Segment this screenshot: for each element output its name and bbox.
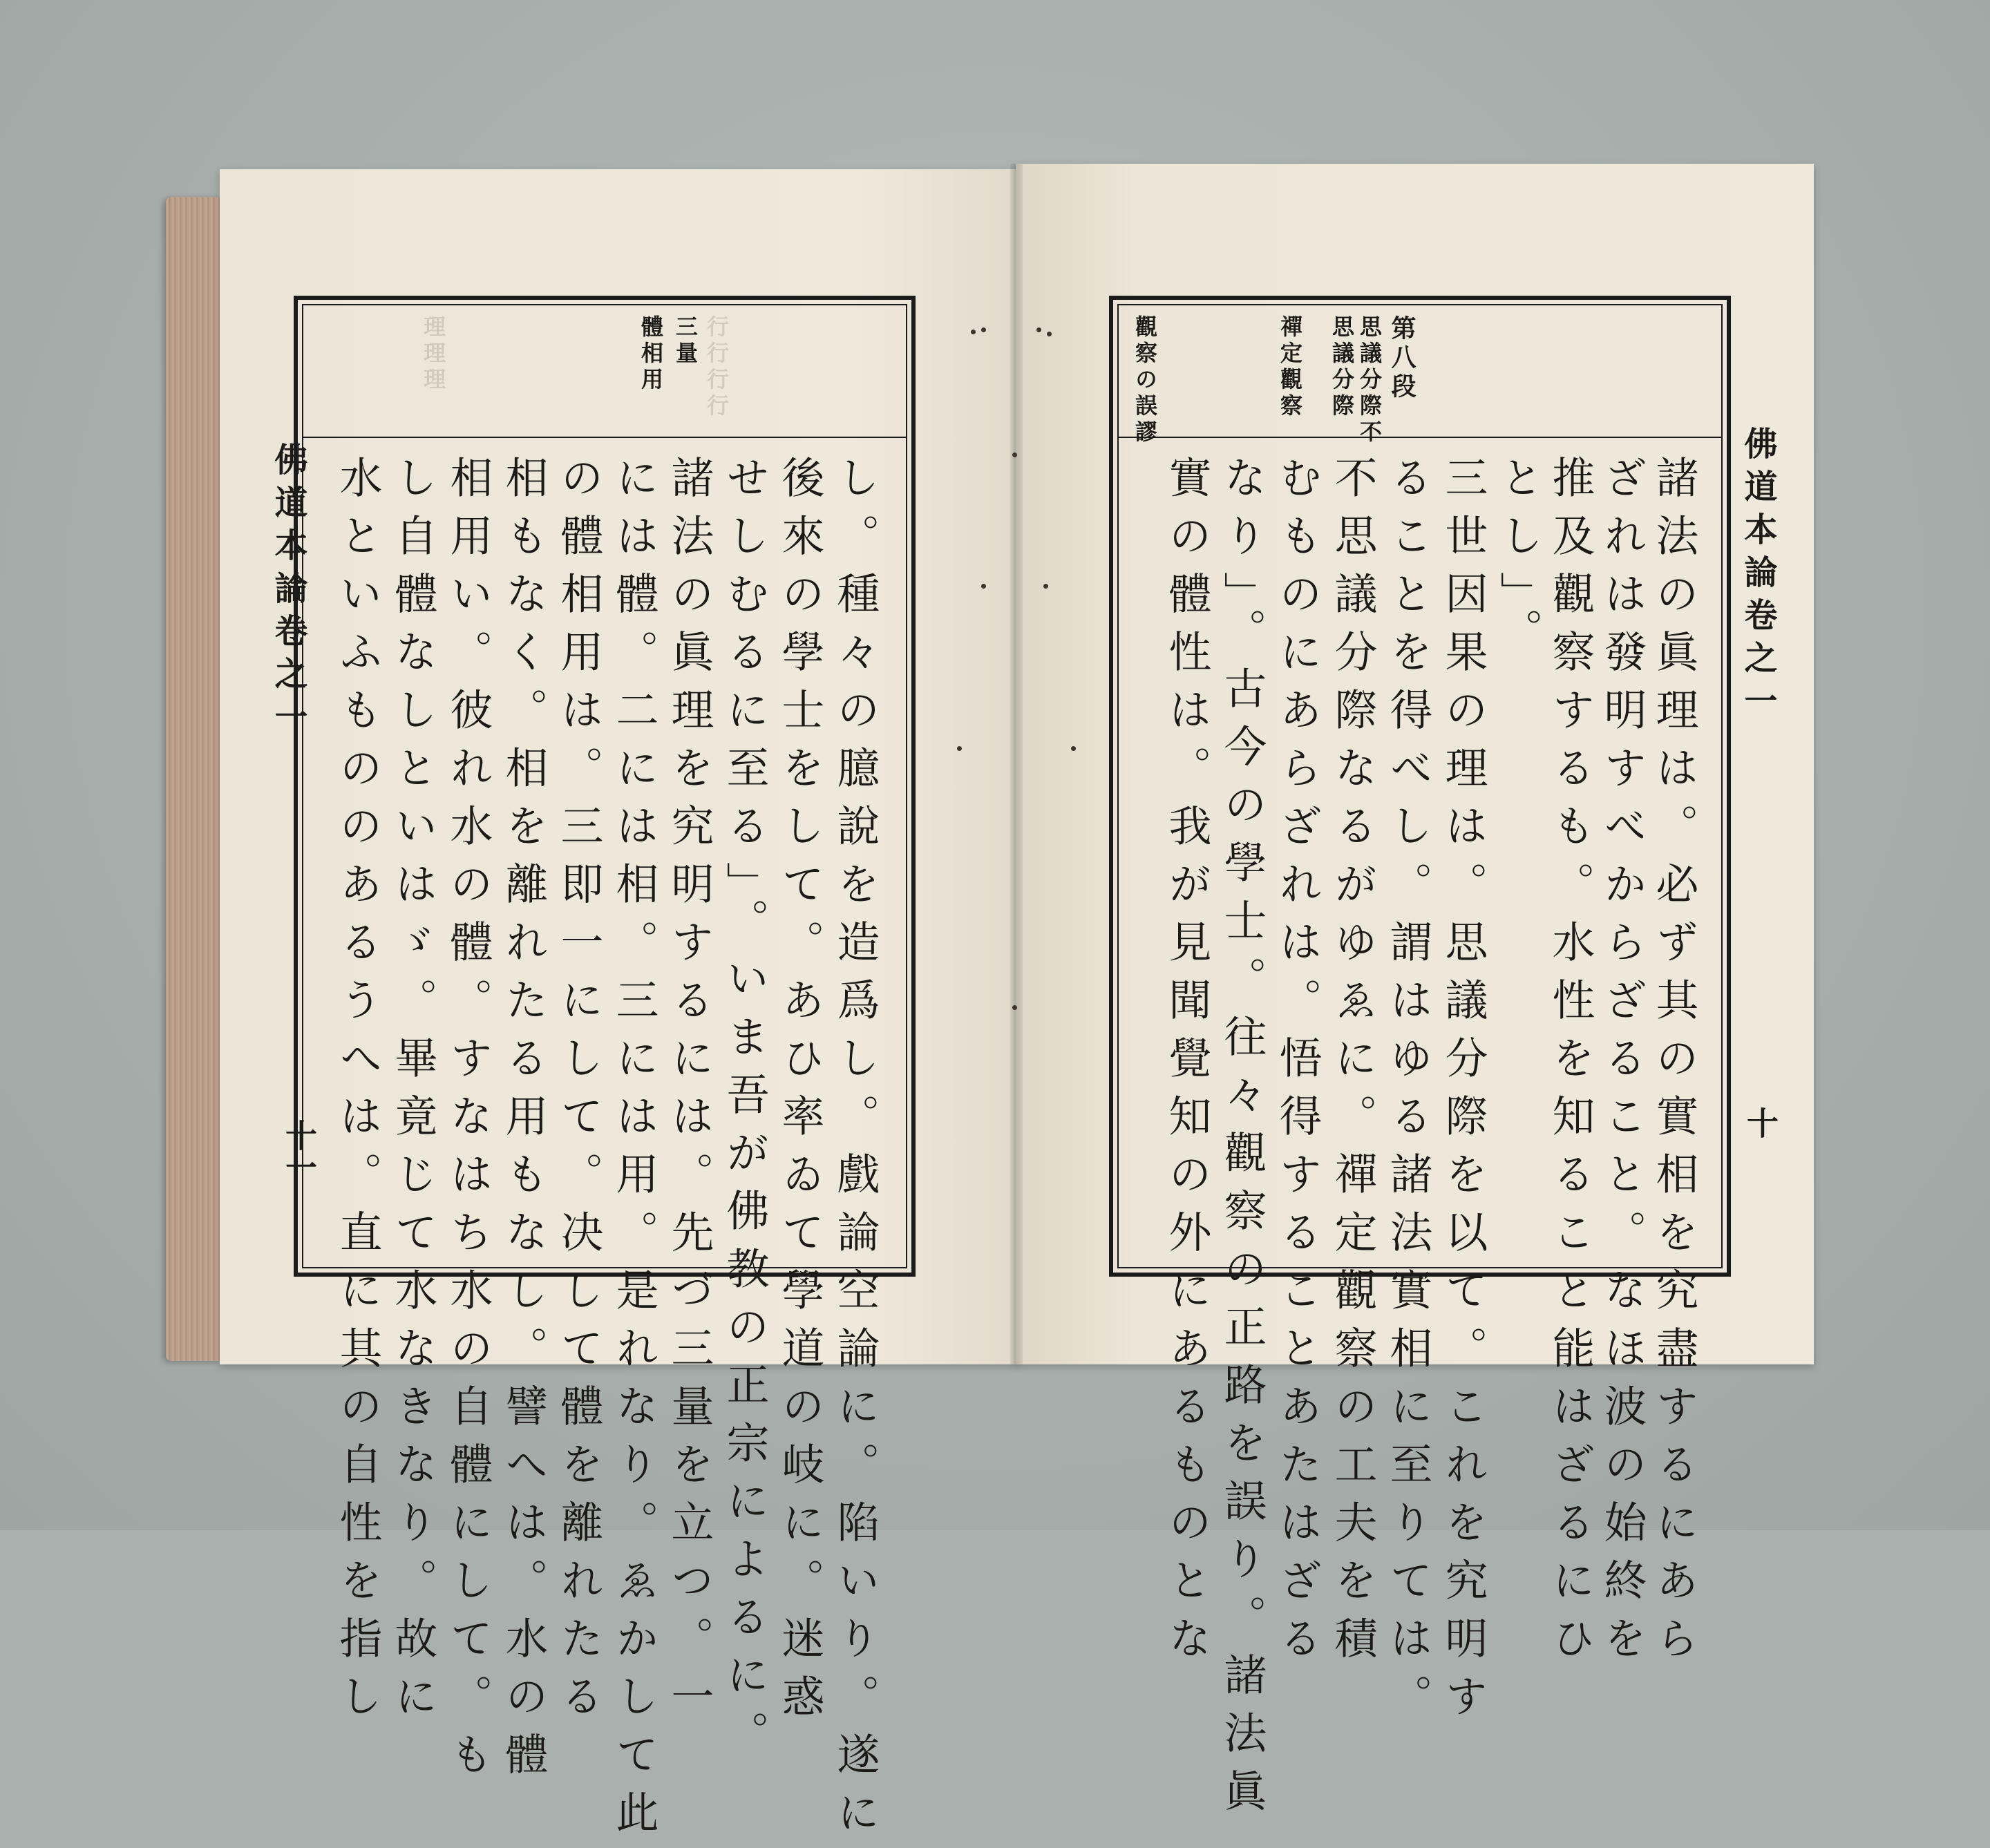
stitch-hole	[1047, 332, 1052, 336]
left-text-column: 相もなく。相を離れたる用もなし。譬へは。水の體	[498, 455, 549, 1790]
stitch-hole	[1036, 327, 1041, 332]
right-headnote-2: 思議分際不	[1356, 315, 1383, 446]
page-edges	[166, 197, 221, 1361]
left-text-column: には體。二には相。三には用。是れなり。ゑかして此	[609, 455, 659, 1848]
stitch-hole	[981, 584, 986, 589]
stitch-hole	[1012, 1005, 1017, 1010]
right-page-number: 十	[1742, 1107, 1779, 1139]
left-text-column: の體相用は。三即一にして。决して體を離れたる	[553, 455, 604, 1732]
left-text-column: せしむるに至る」。いま吾が佛教の正宗によるに。	[719, 455, 770, 1769]
right-headnote-1: 第八段	[1387, 315, 1416, 402]
show-through-text: 理理理	[420, 315, 446, 394]
stitch-hole	[957, 746, 962, 751]
stitch-hole	[1071, 746, 1076, 751]
right-text-column: ざれは發明すべからざること。なほ波の始終を	[1597, 455, 1647, 1674]
stitch-hole	[981, 327, 986, 332]
left-headnote-rule	[303, 437, 906, 438]
right-headnote-5: 觀察の誤謬	[1132, 315, 1158, 446]
right-text-column: むものにあらざれは。悟得することあたはざる	[1272, 455, 1323, 1674]
right-text-column: ることを得べし。謂はゆる諸法實相に至りては。	[1383, 455, 1433, 1732]
left-text-column: 相用い。彼れ水の體。すなはち水の自體にして。も	[443, 455, 493, 1790]
left-running-title: 佛道本論卷之一	[269, 442, 307, 742]
left-text-frame	[294, 296, 916, 1848]
book-gutter	[1010, 164, 1023, 1364]
right-text-frame	[1109, 296, 1731, 1827]
right-headnote-3: 思議分際	[1329, 315, 1355, 420]
right-text-column: なり」。古今の學士。往々觀察の正路を誤り。諸法眞	[1217, 455, 1267, 1827]
left-text-column: 諸法の眞理を究明するには。先づ三量を立つ。一	[664, 455, 714, 1732]
left-text-column: 水といふもののあるうへは。直に其の自性を指し	[332, 455, 383, 1732]
right-text-column: 三世因果の理は。思議分際を以て。これを究明す	[1438, 455, 1488, 1732]
stitch-hole	[971, 330, 976, 334]
stitch-hole	[1012, 453, 1017, 457]
right-text-column: 不思議分際なるがゆゑに。禪定觀察の工夫を積	[1327, 455, 1378, 1674]
show-through-text: 行行行行	[703, 315, 730, 420]
left-headnote-1: 三量	[672, 315, 699, 368]
left-text-column: 後來の學士をして。あひ率ゐて學道の岐に。迷惑	[775, 455, 825, 1732]
stitch-hole	[1043, 584, 1048, 589]
right-headnote-4: 禪定觀察	[1277, 315, 1303, 420]
right-text-column: 諸法の眞理は。必ず其の實相を究盡するにあら	[1649, 455, 1699, 1674]
left-page-number: 十一	[281, 1119, 318, 1183]
right-text-column: 實の體性は。我が見聞覺知の外にあるものとな	[1162, 455, 1212, 1674]
left-text-column: し自體なしといはゞ。畢竟じて水なきなり。故に	[388, 455, 438, 1732]
right-headnote-rule	[1119, 437, 1721, 438]
right-text-column: 推及觀察するも。水性を知ること能はざるにひ	[1545, 455, 1595, 1674]
left-headnote-2: 體相用	[638, 315, 664, 394]
right-text-column: とし」。	[1493, 455, 1544, 666]
left-text-column: し。種々の臆說を造爲し。戲論空論に。陷いり。遂に	[830, 455, 880, 1848]
right-running-title: 佛道本論卷之一	[1738, 426, 1777, 726]
